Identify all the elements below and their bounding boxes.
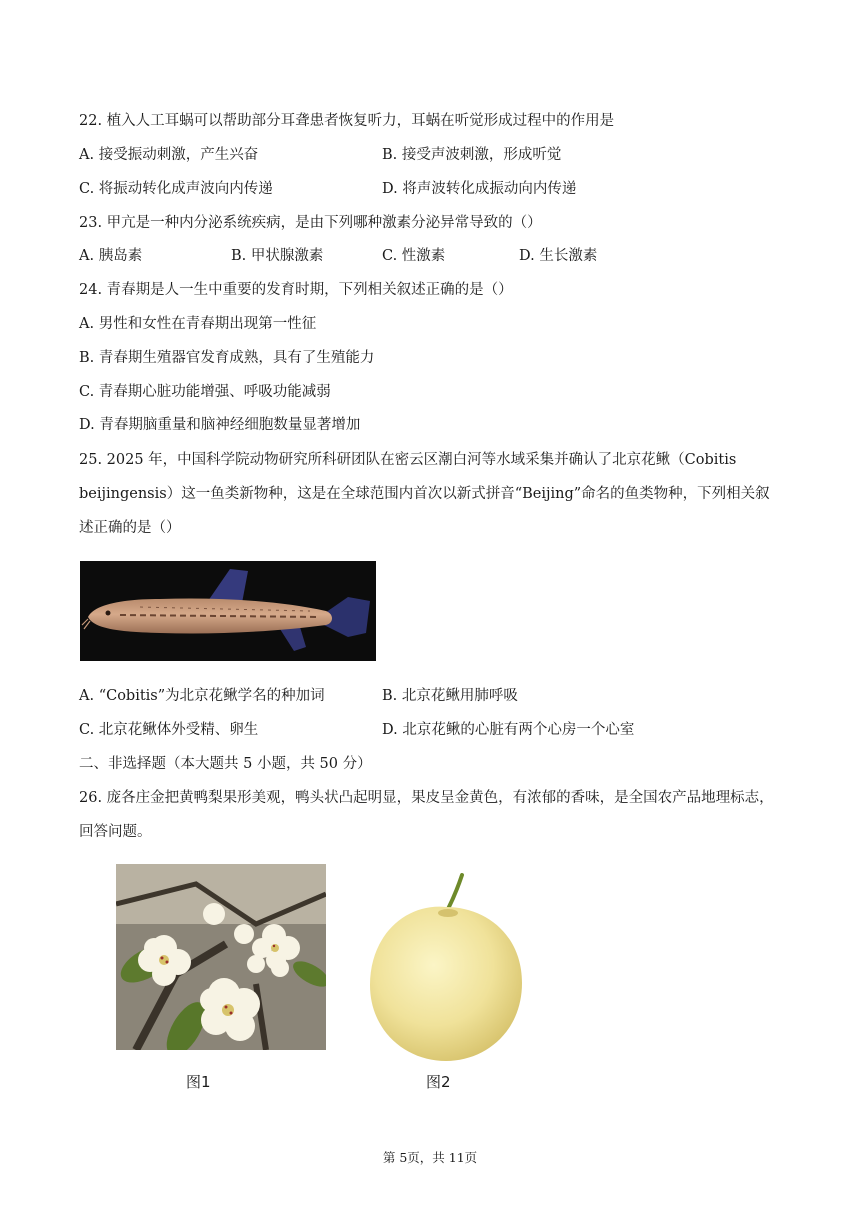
q22-option-b: B. 接受声波刺激，形成听觉 <box>382 147 562 163</box>
page-footer: 第 5页，共 11页 <box>382 1150 478 1165</box>
pear-fruit-photo <box>366 873 524 1063</box>
q25-stem-line2: beijingensis）这一鱼类新物种，这是在全球范围内首次以新式拼音“Beijing”命名的鱼类物种，下列相关叙 <box>79 486 770 502</box>
q23-option-b: B. 甲状腺激素 <box>231 248 324 264</box>
q25-stem-line3: 述正确的是（） <box>79 520 181 536</box>
q24-option-a: A. 男性和女性在青春期出现第一性征 <box>79 316 317 332</box>
figure-2-caption: 图2 <box>426 1073 451 1091</box>
q23-stem: 23. 甲亢是一种内分泌系统疾病，是由下列哪种激素分泌异常导致的（） <box>79 215 542 231</box>
loach-fish-photo <box>80 561 376 661</box>
q25-option-c: C. 北京花鳅体外受精、卵生 <box>79 722 259 738</box>
q23-option-c: C. 性激素 <box>382 248 446 264</box>
q24-option-c: C. 青春期心脏功能增强、呼吸功能减弱 <box>79 384 331 400</box>
section-heading: 二、非选择题（本大题共 5 小题，共 50 分） <box>79 756 372 772</box>
figure-1-caption: 图1 <box>186 1073 211 1091</box>
q22-option-d: D. 将声波转化成振动向内传递 <box>382 181 577 197</box>
q25-stem-line1: 25. 2025 年，中国科学院动物研究所科研团队在密云区潮白河等水域采集并确认了北京花鳅（Cobitis <box>79 452 737 468</box>
q25-option-d: D. 北京花鳅的心脏有两个心房一个心室 <box>382 722 635 738</box>
q26-stem-line1: 26. 庞各庄金把黄鸭梨果形美观，鸭头状凸起明显，果皮呈金黄色，有浓郁的香味，是全国农产品地理标志， <box>79 790 774 806</box>
q25-option-b: B. 北京花鳅用肺呼吸 <box>382 688 518 704</box>
q23-option-a: A. 胰岛素 <box>79 248 143 264</box>
pear-blossom-photo <box>116 864 326 1050</box>
q23-option-d: D. 生长激素 <box>519 248 598 264</box>
q22-option-a: A. 接受振动刺激，产生兴奋 <box>79 147 259 163</box>
q22-stem: 22. 植入人工耳蜗可以帮助部分耳聋患者恢复听力，耳蜗在听觉形成过程中的作用是 <box>79 113 615 129</box>
q25-option-a: A. “Cobitis”为北京花鳅学名的种加词 <box>79 688 325 704</box>
q22-option-c: C. 将振动转化成声波向内传递 <box>79 181 273 197</box>
q24-stem: 24. 青春期是人一生中重要的发育时期，下列相关叙述正确的是（） <box>79 282 513 298</box>
q26-stem-line2: 回答问题。 <box>79 824 152 840</box>
q24-option-b: B. 青春期生殖器官发育成熟，具有了生殖能力 <box>79 350 375 366</box>
q24-option-d: D. 青春期脑重量和脑神经细胞数量显著增加 <box>79 417 361 433</box>
